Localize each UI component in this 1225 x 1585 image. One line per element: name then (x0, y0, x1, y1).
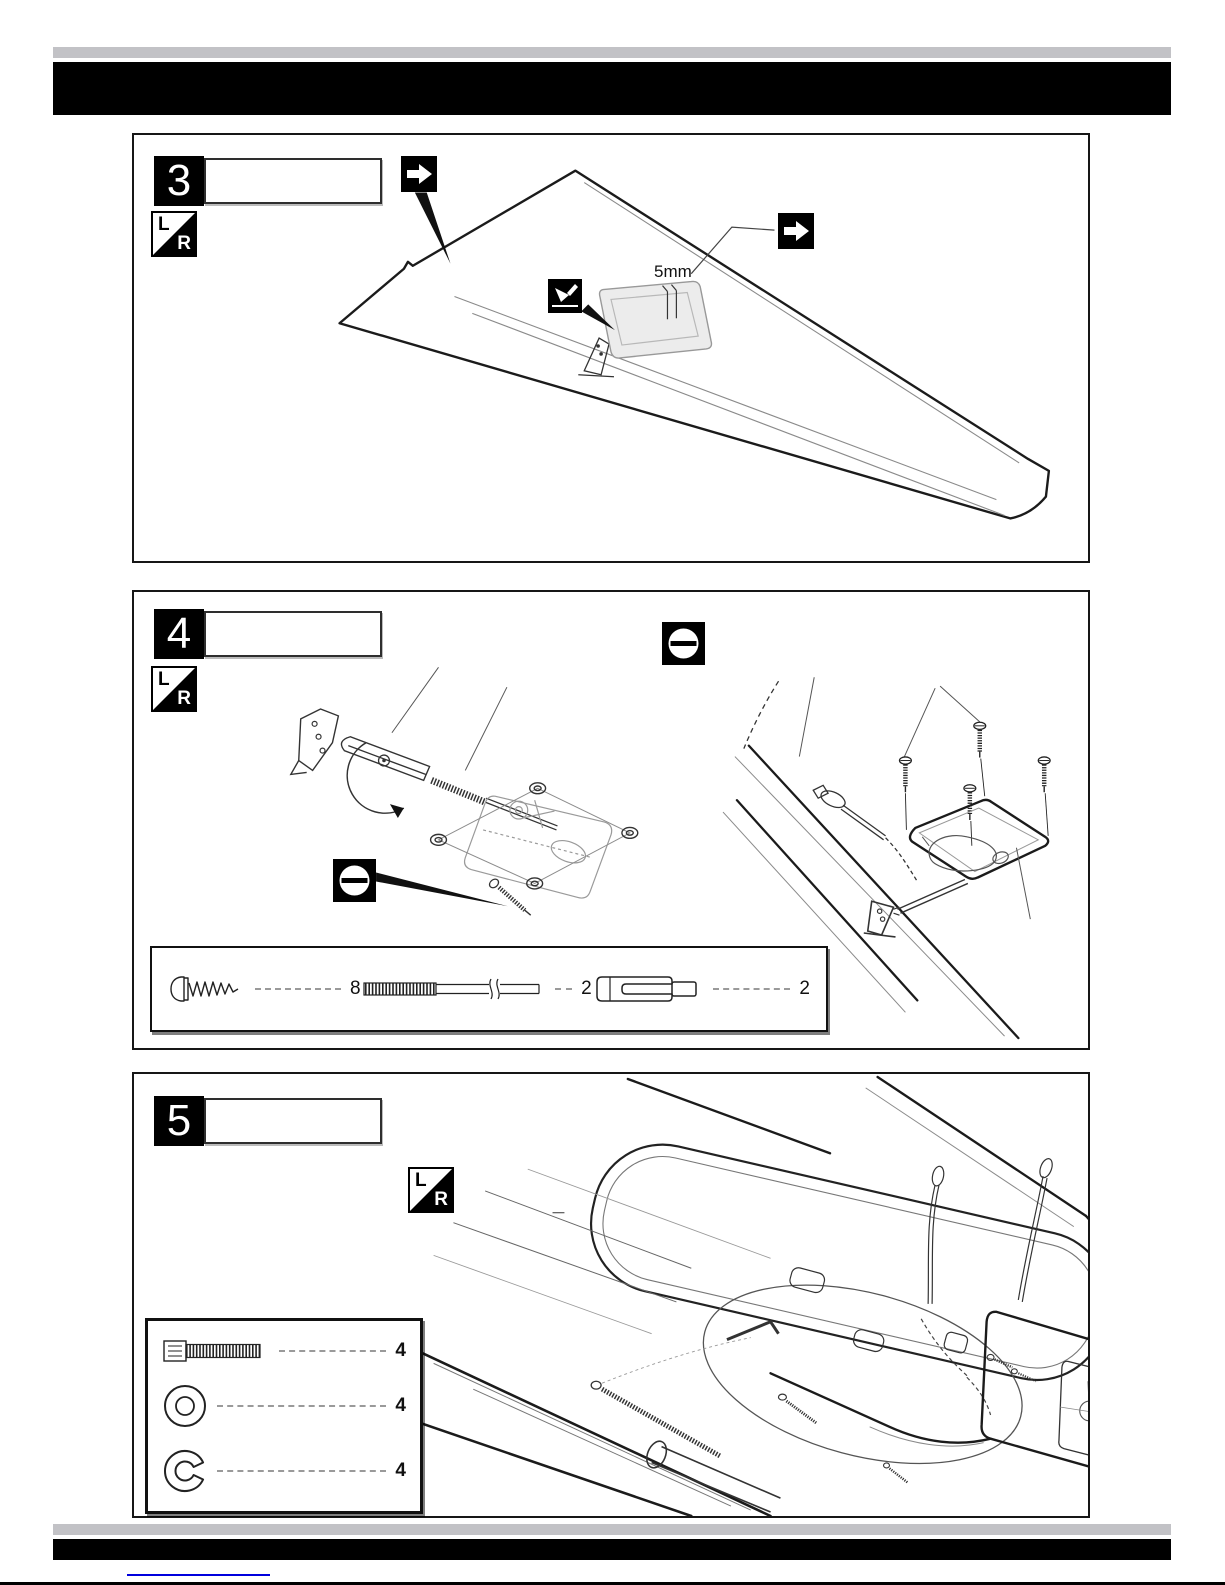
leader-dashes (217, 1405, 386, 1407)
washer-glyph (162, 1383, 208, 1429)
step-4-number: 4 (166, 609, 192, 658)
pushrod-glyph (361, 978, 546, 1000)
direction-arrow-icon (401, 156, 437, 192)
part-qty: 8 (350, 978, 361, 999)
step-3-title-box (204, 158, 382, 204)
left-right-orientation-icon (408, 1167, 454, 1213)
step-4-parts-box (150, 946, 828, 1032)
part-qty: 4 (395, 1394, 406, 1416)
step-3-panel (132, 133, 1090, 563)
part-servo-screw (168, 974, 361, 1004)
part-qty: 4 (395, 1340, 406, 1362)
lr-left-label: L (415, 1170, 427, 1191)
lr-left-label: L (158, 214, 170, 235)
dimension-label: 5mm (654, 262, 692, 281)
step-5-parts-box (145, 1318, 423, 1514)
cap-screw-glyph (162, 1338, 270, 1364)
step-4-panel (132, 590, 1090, 1050)
step-3-number-badge (154, 156, 204, 206)
leader-dashes (713, 988, 791, 990)
step-5-number-badge (154, 1096, 204, 1146)
step-5-panel (132, 1072, 1090, 1518)
leader-dashes (555, 988, 573, 990)
left-right-orientation-icon (151, 211, 197, 257)
part-cap-screw (162, 1338, 406, 1364)
step-5-number: 5 (166, 1096, 192, 1145)
bottom-gray-divider (53, 1524, 1171, 1535)
part-qty: 2 (799, 978, 810, 999)
screw-glyph (168, 974, 246, 1004)
step-4-title-box (204, 611, 382, 657)
lr-right-label: R (177, 688, 191, 709)
footer-link[interactable] (127, 1560, 270, 1576)
top-gray-divider (53, 47, 1171, 58)
part-threaded-pushrod (361, 978, 592, 1000)
hobby-knife-icon (548, 279, 582, 313)
slotted-washer-glyph (162, 1448, 208, 1494)
direction-arrow-icon (778, 213, 814, 249)
part-washer (162, 1383, 406, 1429)
lr-left-label: L (158, 669, 170, 690)
leader-dashes (279, 1350, 386, 1352)
lr-right-label: R (434, 1189, 448, 1210)
step-3-number: 3 (166, 156, 192, 205)
clevis-glyph (592, 972, 704, 1006)
leader-dashes (217, 1470, 386, 1472)
flat-screwdriver-icon (662, 622, 705, 665)
left-right-orientation-icon (151, 666, 197, 712)
flat-screwdriver-icon (333, 859, 376, 902)
leader-dashes (255, 988, 341, 990)
part-slotted-washer (162, 1448, 406, 1494)
bottom-footer-bar (53, 1539, 1171, 1560)
part-clevis (592, 972, 810, 1006)
step-4-number-badge (154, 609, 204, 659)
step-5-title-box (204, 1098, 382, 1144)
part-qty: 2 (581, 978, 592, 999)
part-qty: 4 (395, 1459, 406, 1481)
top-header-bar (53, 62, 1171, 115)
lr-right-label: R (177, 233, 191, 254)
